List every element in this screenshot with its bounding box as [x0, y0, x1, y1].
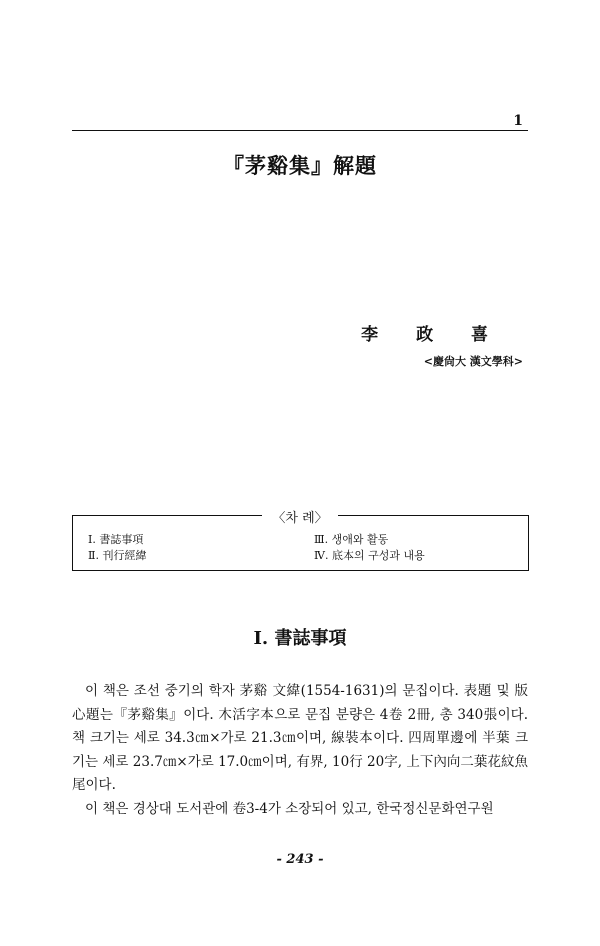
author-name: 李 政 喜 [361, 325, 504, 345]
page-number: - 243 - [276, 852, 324, 867]
document-title: 『茅谿集』解題 [223, 153, 377, 178]
author-affiliation: <慶尙大 漢文學科> [423, 355, 523, 368]
section-heading: Ⅰ. 書誌事項 [253, 628, 347, 649]
toc-heading [0, 507, 600, 526]
running-page-marker: 1 [513, 113, 523, 129]
paragraph: 이 책은 경상대 도서관에 卷3-4가 소장되어 있고, 한국정신문화연구원 [85, 800, 494, 817]
paragraph: 이 책은 조선 중기의 학자 茅谿 文緯(1554-1631)의 문집이다. 表題 및 版心題는『茅谿集』이다. 木活字本으로 문집 분량은 4卷 2冊, 총 340張이다. 책 크기는 세로 34.3㎝×가로 21.3㎝이며, 線裝本이다. 四周單邊에 半葉 크기는 세로 23.7㎝×가로 17.0㎝이며, 有界, 10行 20字, 上下內向二葉花紋魚尾이다. [72, 683, 528, 793]
body-text [72, 680, 528, 821]
toc-heading-label: 〈차 례〉 [262, 511, 337, 526]
toc-item-4: Ⅳ. 底本의 구성과 내용 [314, 549, 425, 562]
toc-item-1: Ⅰ. 書誌事項 [88, 533, 144, 546]
toc-item-3: Ⅲ. 생애와 활동 [314, 533, 389, 546]
toc-item-2: Ⅱ. 刊行經緯 [88, 549, 147, 562]
header-rule [72, 130, 528, 131]
